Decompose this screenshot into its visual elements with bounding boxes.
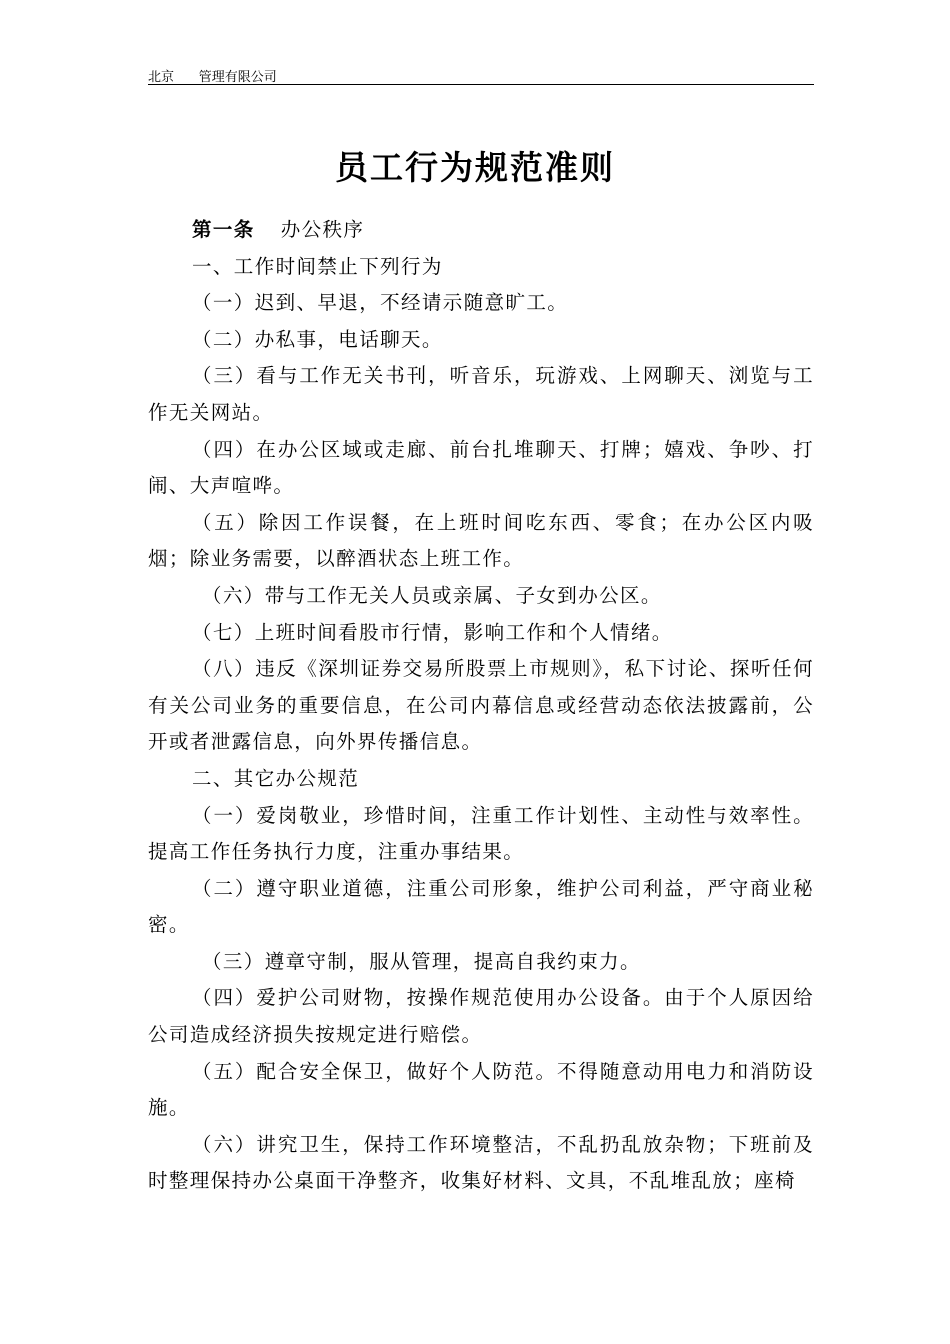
clause-paragraph: （一）迟到、早退，不经请示随意旷工。 bbox=[192, 291, 569, 315]
clause-paragraph: （二）遵守职业道德，注重公司形象，维护公司利益，严守商业秘密。 bbox=[148, 876, 814, 937]
clause-paragraph: （三）看与工作无关书刊，听音乐，玩游戏、上网聊天、浏览与工作无关网站。 bbox=[148, 364, 814, 424]
clause-paragraph: （六）带与工作无关人员或亲属、子女到办公区。 bbox=[202, 583, 662, 607]
header-company-name: 北京 管理有限公司 bbox=[148, 70, 277, 85]
article-title: 办公秩序 bbox=[280, 218, 365, 241]
clause-paragraph: （五）配合安全保卫，做好个人防范。不得随意动用电力和消防设施。 bbox=[148, 1059, 814, 1120]
clause-paragraph: （一）爱岗敬业，珍惜时间，注重工作计划性、主动性与效率性。提高工作任务执行力度，注重办事结果。 bbox=[148, 803, 814, 864]
clause-paragraph: （六）讲究卫生，保持工作环境整洁，不乱扔乱放杂物；下班前及时整理保持办公桌面干净整齐，收集好材料、文具，不乱堆乱放；座椅 bbox=[148, 1132, 814, 1193]
clause-paragraph: （二）办私事，电话聊天。 bbox=[192, 327, 443, 351]
article-number: 第一条 bbox=[192, 218, 255, 241]
clause-paragraph: （三）遵章守制，服从管理，提高自我约束力。 bbox=[202, 949, 641, 973]
clause-paragraph: （五）除因工作误餐，在上班时间吃东西、零食；在办公区内吸烟；除业务需要，以醉酒状态上班工作。 bbox=[148, 510, 814, 571]
article-heading bbox=[148, 212, 814, 249]
clause-paragraph: （四）爱护公司财物，按操作规范使用办公设备。由于个人原因给公司造成经济损失按规定进行赔偿。 bbox=[148, 986, 814, 1047]
document-title: 员工行为规范准则 bbox=[335, 148, 615, 187]
clause-paragraph: （四）在办公区域或走廊、前台扎堆聊天、打牌；嬉戏、争吵、打闹、大声喧哗。 bbox=[148, 437, 814, 498]
section-heading-1: 一、工作时间禁止下列行为 bbox=[192, 254, 443, 278]
page-header bbox=[148, 64, 814, 85]
clause-paragraph: （七）上班时间看股市行情，影响工作和个人情绪。 bbox=[192, 620, 673, 644]
document-body bbox=[148, 212, 814, 1200]
clause-paragraph: （八）违反《深圳证券交易所股票上市规则》，私下讨论、探听任何有关公司业务的重要信息，在公司内幕信息或经营动态依法披露前，公开或者泄露信息，向外界传播信息。 bbox=[148, 657, 814, 754]
section-heading-2: 二、其它办公规范 bbox=[192, 766, 360, 790]
